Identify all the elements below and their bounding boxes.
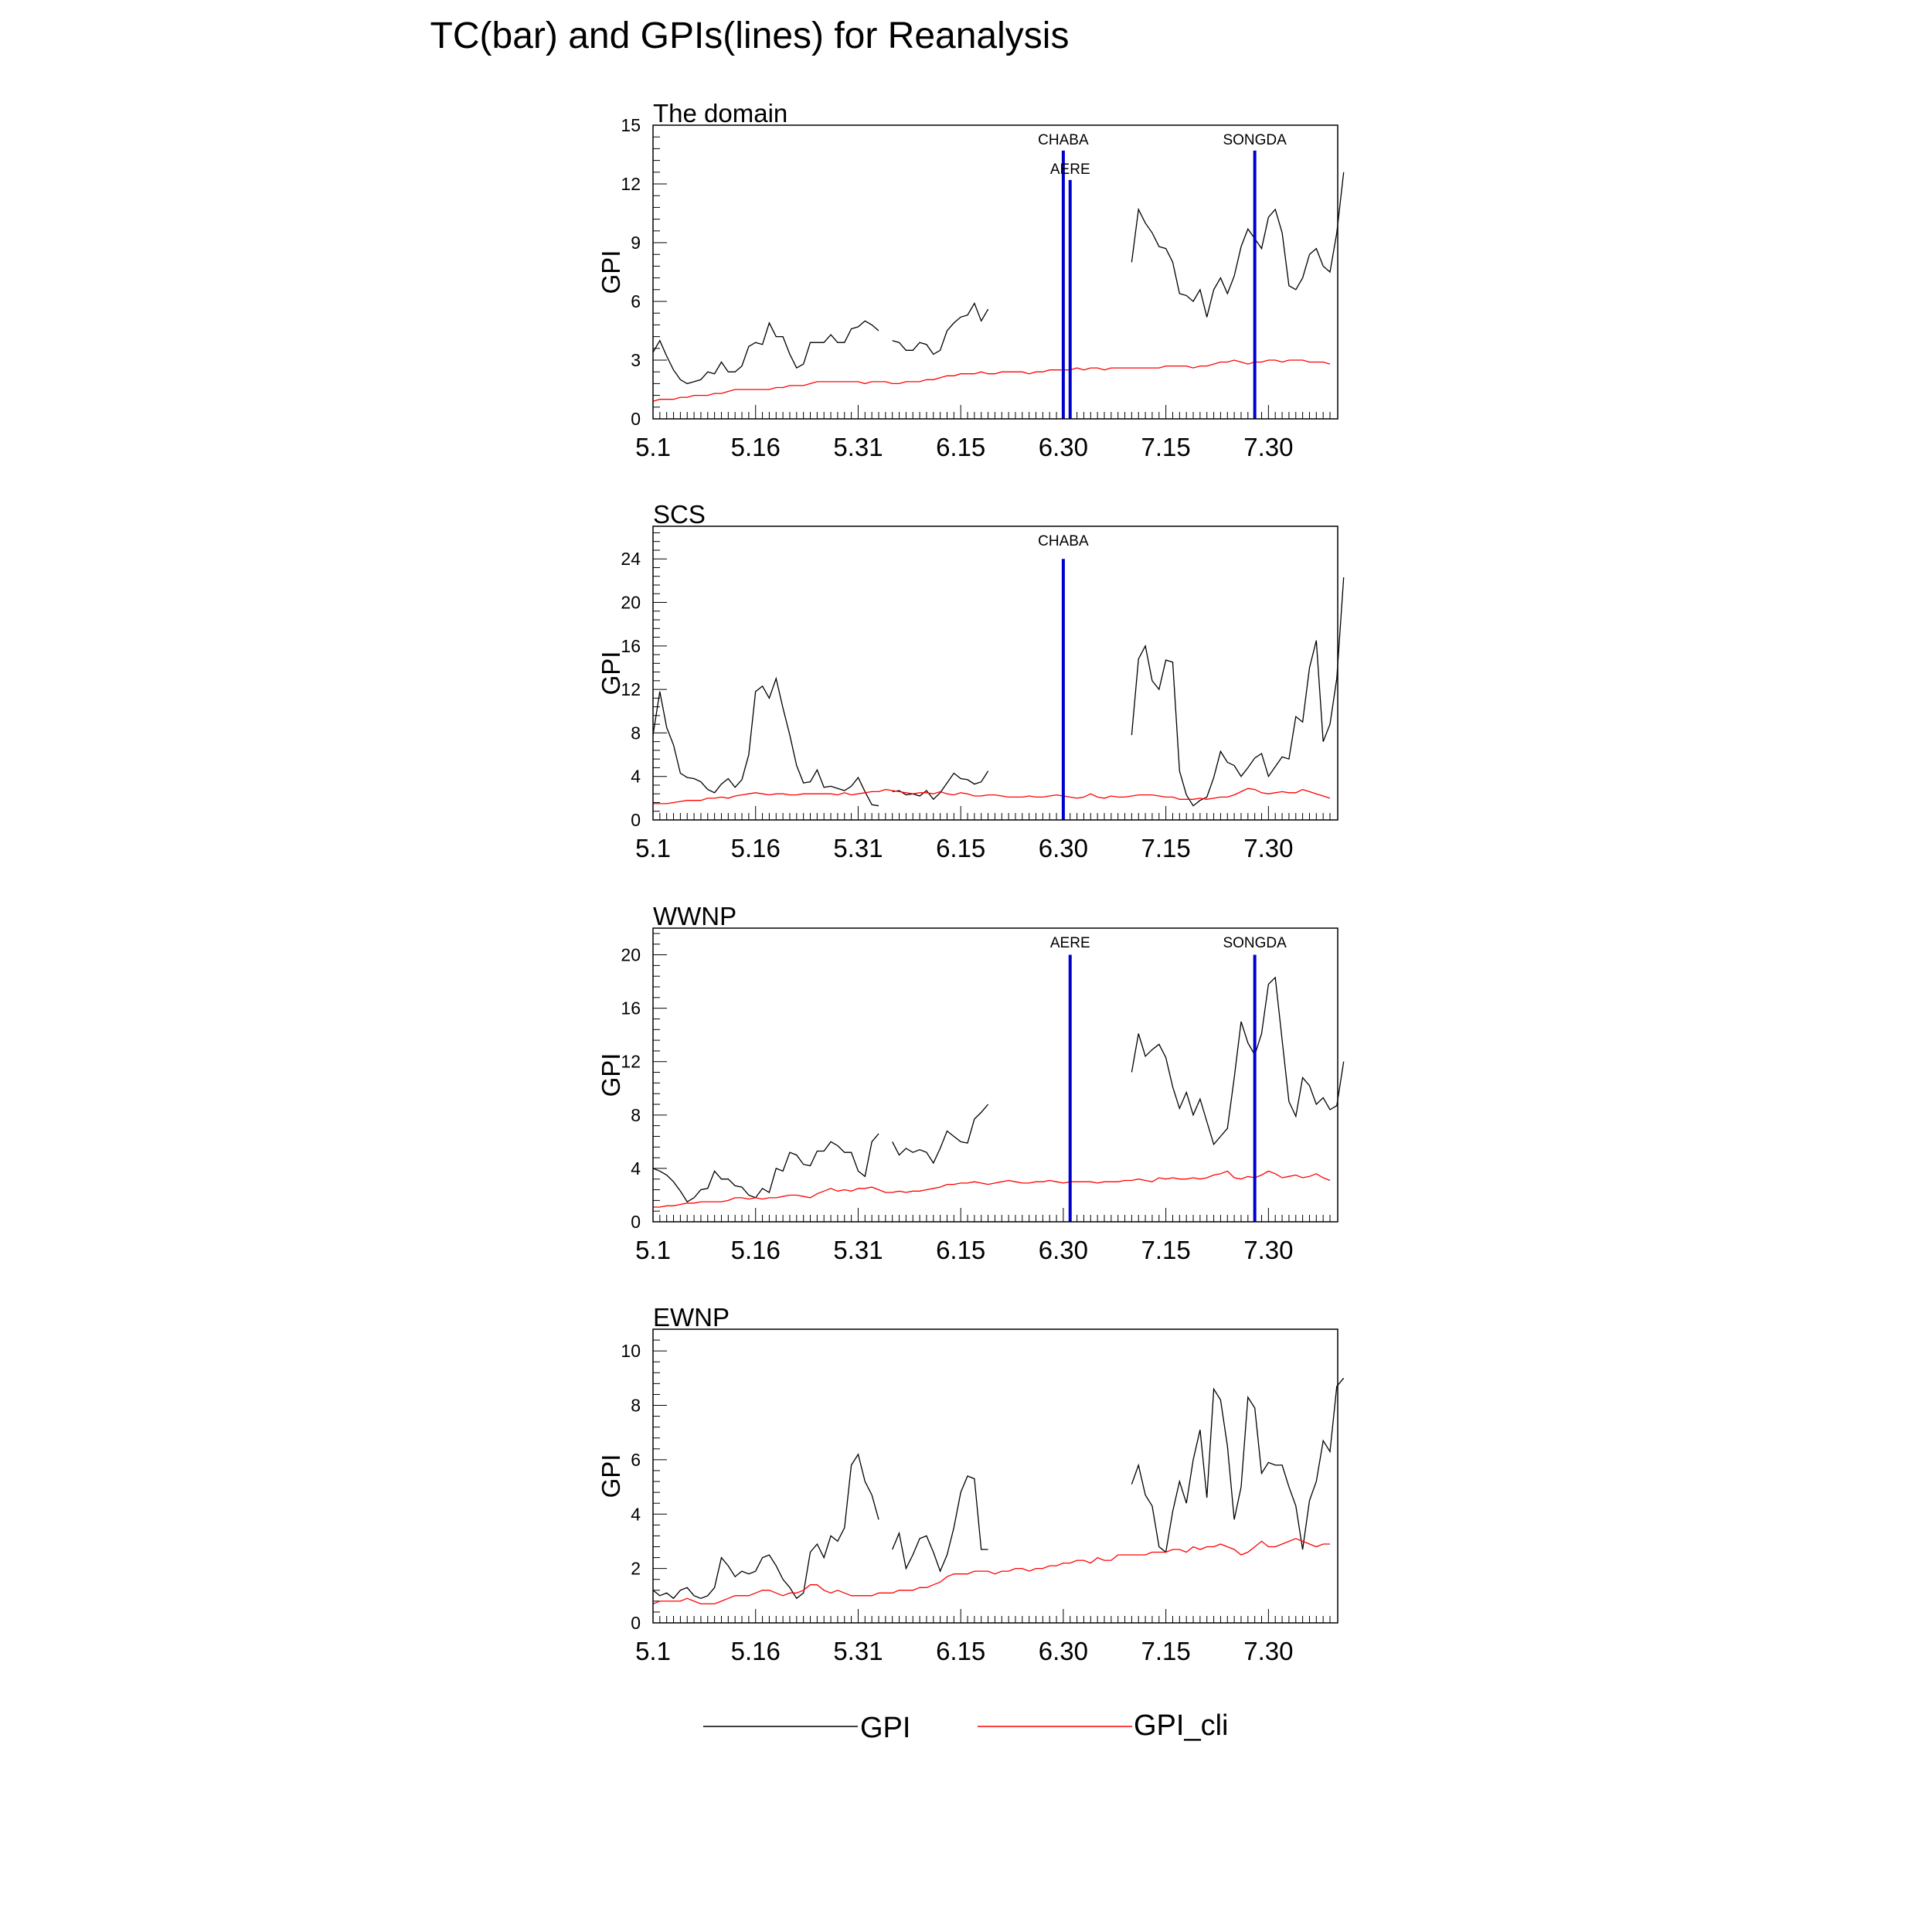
plot-frame <box>653 1329 1338 1623</box>
y-tick-label: 12 <box>621 679 641 700</box>
y-tick-label: 8 <box>631 723 641 743</box>
series-line-gpi-cli <box>653 788 1330 804</box>
y-tick-label: 8 <box>631 1395 641 1416</box>
tc-label-aere: AERE <box>1049 935 1090 951</box>
x-tick-label: 6.15 <box>936 1637 986 1665</box>
y-tick-label: 0 <box>631 409 641 429</box>
legend-label-gpi-cli: GPI_cli <box>1134 1709 1229 1742</box>
y-axis-label: GPI <box>597 250 625 294</box>
figure-title: TC(bar) and GPIs(lines) for Reanalysis <box>430 15 1070 56</box>
x-tick-label: 6.30 <box>1038 433 1089 461</box>
y-tick-label: 20 <box>621 944 641 965</box>
x-tick-label: 5.31 <box>833 834 883 862</box>
x-tick-label: 7.15 <box>1141 1637 1191 1665</box>
y-axis-label: GPI <box>597 1454 625 1498</box>
x-tick-label: 5.16 <box>730 1236 781 1264</box>
y-tick-label: 12 <box>621 1051 641 1072</box>
x-tick-label: 6.30 <box>1038 834 1089 862</box>
y-tick-label: 0 <box>631 810 641 830</box>
series-line-gpi-cli <box>653 360 1330 401</box>
panel-title: EWNP <box>653 1303 730 1332</box>
series-line-gpi <box>653 172 1344 384</box>
y-tick-label: 2 <box>631 1558 641 1579</box>
panel-title: WWNP <box>653 902 737 930</box>
x-tick-label: 7.15 <box>1141 1236 1191 1264</box>
panel-4 <box>597 1303 1344 1665</box>
y-tick-label: 4 <box>631 1158 641 1179</box>
y-tick-label: 4 <box>631 1504 641 1525</box>
x-tick-label: 7.30 <box>1243 834 1294 862</box>
y-tick-label: 9 <box>631 233 641 253</box>
y-axis-label: GPI <box>597 1053 625 1097</box>
x-tick-label: 5.31 <box>833 1236 883 1264</box>
x-tick-label: 5.1 <box>635 1637 671 1665</box>
x-tick-label: 5.16 <box>730 1637 781 1665</box>
legend <box>703 1709 1228 1744</box>
panel-title: The domain <box>653 99 788 128</box>
series-line-gpi <box>653 1378 1344 1598</box>
y-tick-label: 8 <box>631 1104 641 1125</box>
y-tick-label: 0 <box>631 1212 641 1232</box>
legend-label-gpi: GPI <box>860 1712 911 1744</box>
x-tick-label: 7.30 <box>1243 1637 1294 1665</box>
x-tick-label: 5.1 <box>635 1236 671 1264</box>
x-tick-label: 7.15 <box>1141 433 1191 461</box>
y-tick-label: 6 <box>631 1449 641 1470</box>
y-tick-label: 20 <box>621 592 641 613</box>
y-tick-label: 6 <box>631 291 641 311</box>
panel-3 <box>597 902 1344 1264</box>
series-line-gpi-cli <box>653 1171 1330 1207</box>
x-tick-label: 5.31 <box>833 433 883 461</box>
y-tick-label: 0 <box>631 1613 641 1633</box>
x-tick-label: 6.15 <box>936 433 986 461</box>
x-tick-label: 7.30 <box>1243 433 1294 461</box>
plot-frame <box>653 526 1338 820</box>
y-axis-label: GPI <box>597 651 625 696</box>
tc-label-chaba: CHABA <box>1038 132 1089 148</box>
x-tick-label: 6.15 <box>936 1236 986 1264</box>
x-tick-label: 6.30 <box>1038 1637 1089 1665</box>
series-line-gpi <box>653 577 1344 806</box>
panel-title: SCS <box>653 500 706 529</box>
x-tick-label: 5.16 <box>730 433 781 461</box>
x-tick-label: 7.30 <box>1243 1236 1294 1264</box>
tc-label-songda: SONGDA <box>1223 132 1287 148</box>
y-tick-label: 4 <box>631 766 641 787</box>
y-tick-label: 3 <box>631 350 641 370</box>
x-tick-label: 6.15 <box>936 834 986 862</box>
panel-2 <box>597 500 1344 862</box>
legend-item-gpi <box>703 1712 910 1744</box>
panel-1 <box>597 99 1344 461</box>
x-tick-label: 5.1 <box>635 834 671 862</box>
y-tick-label: 12 <box>621 174 641 194</box>
y-tick-label: 16 <box>621 635 641 656</box>
x-tick-label: 5.31 <box>833 1637 883 1665</box>
tc-label-aere: AERE <box>1049 162 1090 178</box>
y-tick-label: 24 <box>621 549 641 570</box>
y-tick-label: 16 <box>621 998 641 1019</box>
legend-item-gpi-cli <box>978 1709 1228 1742</box>
tc-label-chaba: CHABA <box>1038 533 1089 549</box>
x-tick-label: 5.16 <box>730 834 781 862</box>
y-tick-label: 10 <box>621 1341 641 1362</box>
x-tick-label: 5.1 <box>635 433 671 461</box>
series-line-gpi <box>653 978 1344 1202</box>
tc-label-songda: SONGDA <box>1223 935 1287 951</box>
panels <box>597 99 1344 1665</box>
x-tick-label: 7.15 <box>1141 834 1191 862</box>
y-tick-label: 15 <box>621 115 641 135</box>
x-tick-label: 6.30 <box>1038 1236 1089 1264</box>
